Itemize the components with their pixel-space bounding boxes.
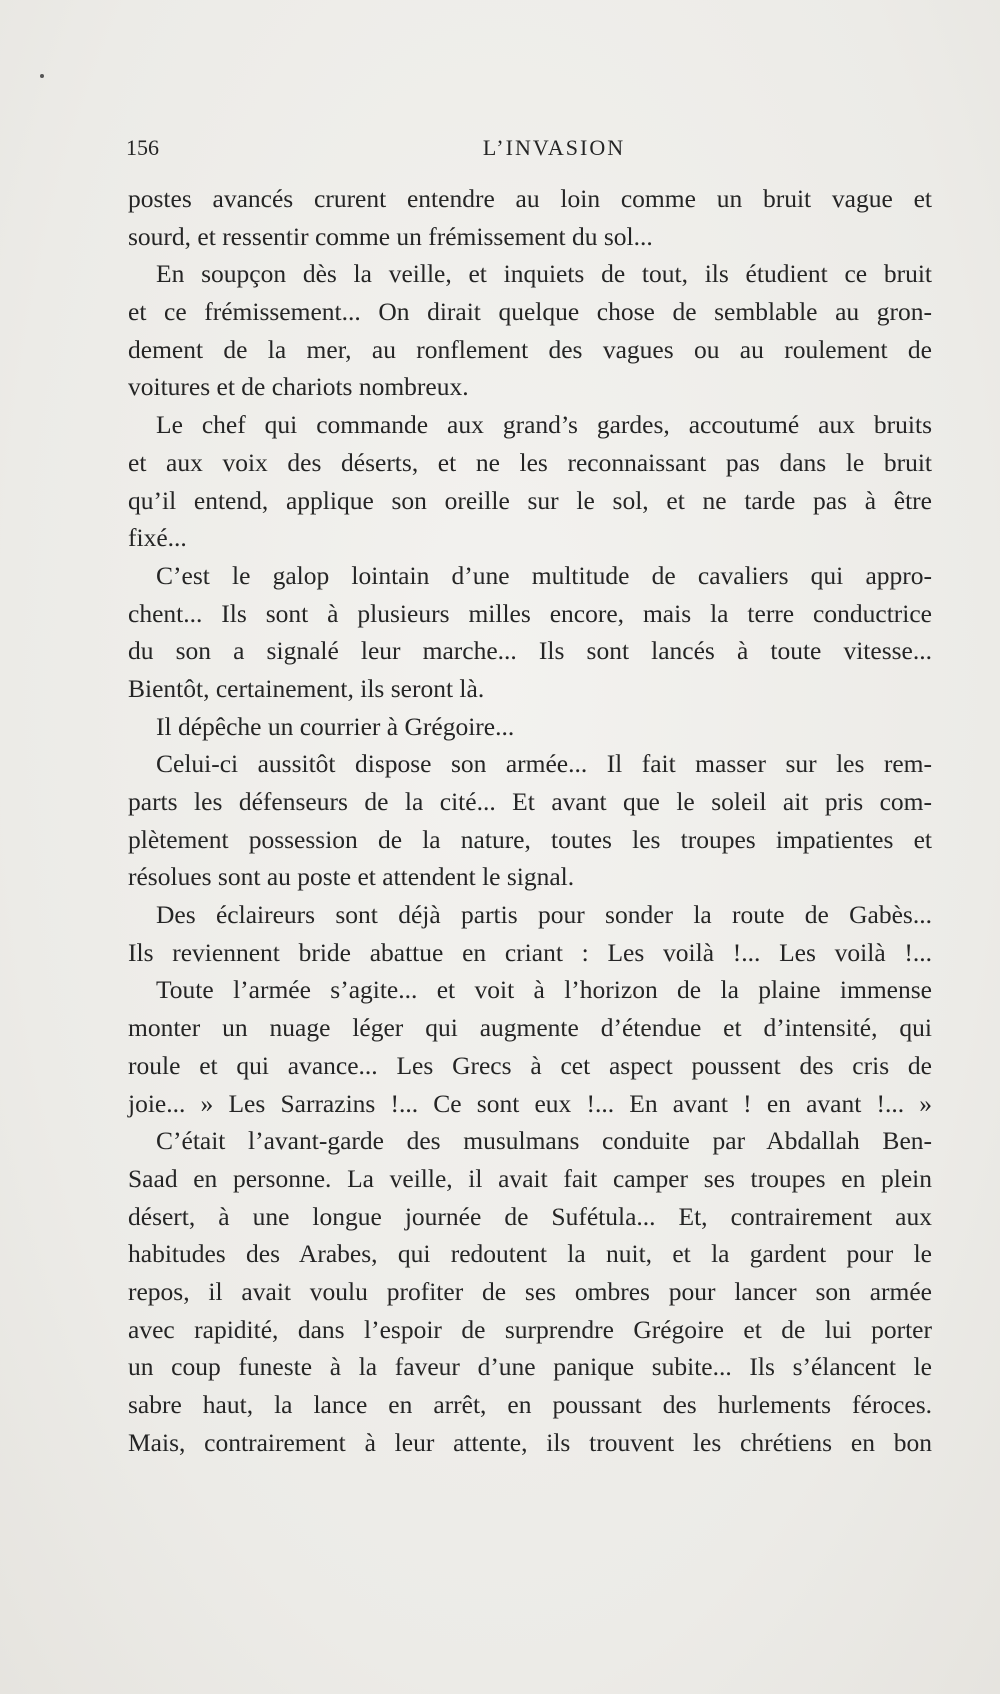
- page-header: [126, 135, 936, 167]
- text-line: C’est le galop lointain d’une multitude de cavaliers qui appro-: [156, 560, 932, 590]
- text-line: Ils reviennent bride abattue en criant : Les voilà !... Les voilà !...: [128, 937, 932, 967]
- body-text: [128, 180, 932, 1461]
- text-line: En soupçon dès la veille, et inquiets de tout, ils étudient ce bruit: [156, 259, 932, 289]
- text-line: Des éclaireurs sont déjà partis pour sonder la route de Gabès...: [156, 900, 932, 930]
- text-line: Celui-ci aussitôt dispose son armée... Il fait masser sur les rem-: [156, 749, 932, 779]
- text-line: Bientôt, certainement, ils seront là.: [128, 673, 485, 703]
- text-line: C’était l’avant-garde des musulmans conduite par Abdallah Ben-: [156, 1126, 932, 1156]
- text-line: repos, il avait voulu profiter de ses ombres pour lancer son armée: [128, 1276, 932, 1306]
- text-line: et ce frémissement... On dirait quelque chose de semblable au gron-: [128, 297, 932, 327]
- text-line: du son a signalé leur marche... Ils sont lancés à toute vitesse...: [128, 636, 932, 666]
- text-line: dement de la mer, au ronflement des vagues ou au roulement de: [128, 334, 932, 364]
- text-line: Il dépêche un courrier à Grégoire...: [156, 711, 515, 741]
- page-number: 156: [126, 135, 159, 160]
- text-line: chent... Ils sont à plusieurs milles encore, mais la terre conductrice: [128, 598, 932, 628]
- text-line: sabre haut, la lance en arrêt, en poussant des hurlements féroces.: [128, 1390, 932, 1419]
- running-title: L’INVASION: [482, 135, 626, 160]
- text-line: avec rapidité, dans l’espoir de surprendre Grégoire et de lui porter: [128, 1314, 932, 1344]
- text-line: et aux voix des déserts, et ne les reconnaissant pas dans le bruit: [128, 447, 932, 477]
- text-line: plètement possession de la nature, toutes les troupes impatientes et: [128, 824, 932, 854]
- text-line: sourd, et ressentir comme un frémissement du sol...: [128, 221, 653, 251]
- text-line: désert, à une longue journée de Sufétula... Et, contrairement aux: [128, 1201, 932, 1231]
- text-line: Toute l’armée s’agite... et voit à l’horizon de la plaine immense: [156, 975, 932, 1005]
- text-line: Mais, contrairement à leur attente, ils trouvent les chrétiens en bon: [128, 1427, 932, 1457]
- text-line: roule et qui avance... Les Grecs à cet aspect poussent des cris de: [128, 1050, 932, 1080]
- text-line: Saad en personne. La veille, il avait fait camper ses troupes en plein: [128, 1163, 932, 1193]
- page-speck: [40, 74, 44, 78]
- text-line: voitures et de chariots nombreux.: [128, 372, 469, 402]
- text-line: Le chef qui commande aux grand’s gardes, accoutumé aux bruits: [156, 410, 932, 440]
- text-line: fixé...: [128, 523, 187, 553]
- text-line: parts les défenseurs de la cité... Et avant que le soleil ait pris com-: [128, 787, 932, 816]
- text-line: monter un nuage léger qui augmente d’étendue et d’intensité, qui: [128, 1013, 932, 1043]
- text-line: un coup funeste à la faveur d’une panique subite... Ils s’élancent le: [128, 1352, 932, 1382]
- text-line: résolues sont au poste et attendent le signal.: [128, 862, 575, 892]
- text-line: postes avancés crurent entendre au loin comme un bruit vague et: [128, 184, 932, 213]
- text-line: habitudes des Arabes, qui redoutent la nuit, et la gardent pour le: [128, 1239, 932, 1269]
- text-line: qu’il entend, applique son oreille sur le sol, et ne tarde pas à être: [128, 485, 932, 515]
- text-line: joie... » Les Sarrazins !... Ce sont eux !... En avant ! en avant !... »: [128, 1088, 932, 1118]
